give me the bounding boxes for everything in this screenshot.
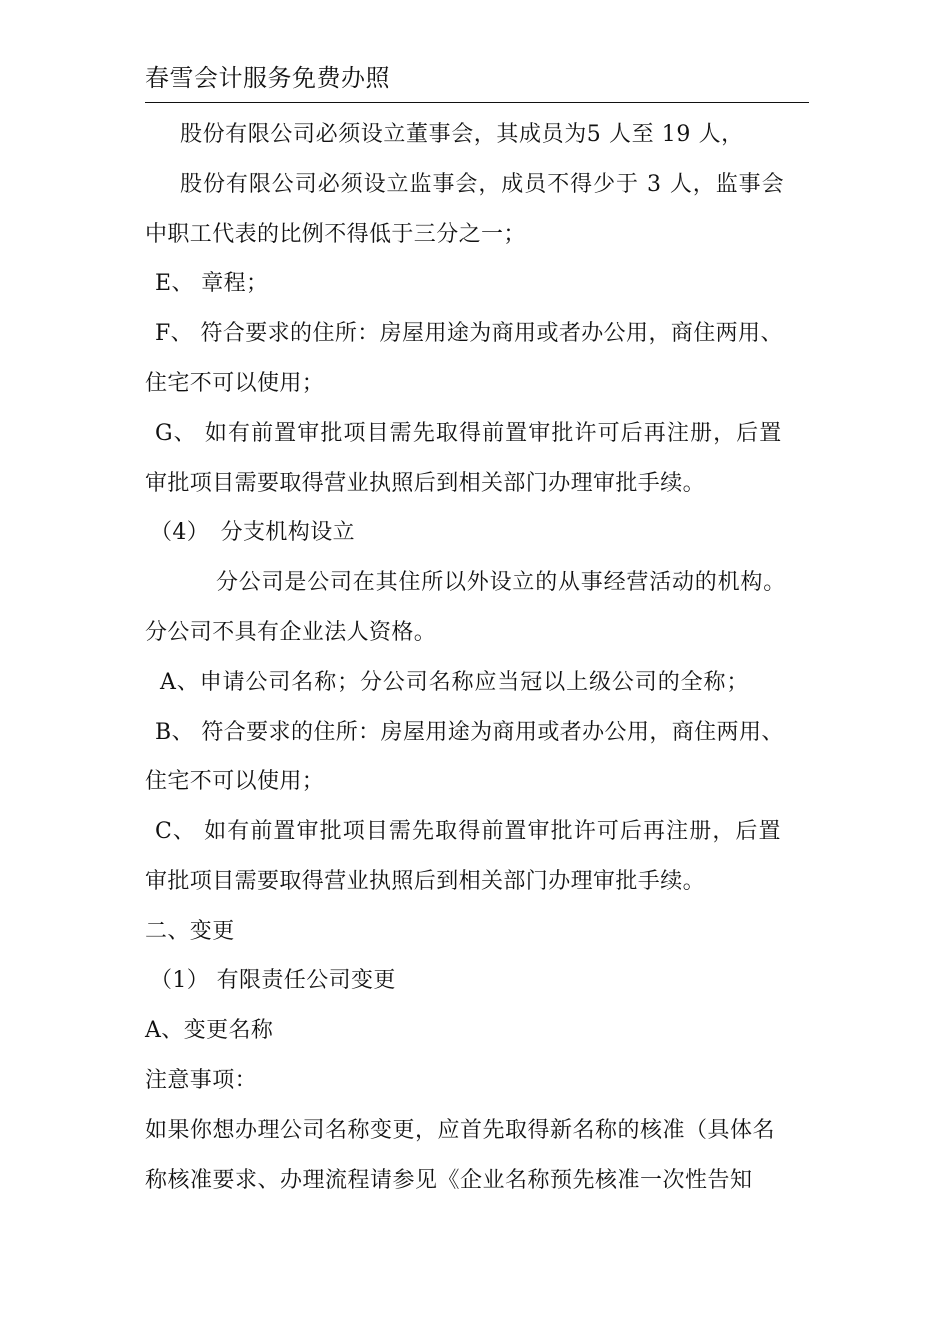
page-header-title: 春雪会计服务免费办照 bbox=[145, 64, 390, 92]
text-line: B、 符合要求的住所：房屋用途为商用或者办公用，商住两用、 bbox=[155, 720, 784, 745]
text-line: 称核准要求、办理流程请参见《企业名称预先核准一次性告知 bbox=[145, 1168, 753, 1193]
text-line: 股份有限公司必须设立监事会，成员不得少于 3 人，监事会 bbox=[180, 172, 785, 197]
text-line: 审批项目需要取得营业执照后到相关部门办理审批手续。 bbox=[145, 471, 706, 496]
text-line: A、变更名称 bbox=[145, 1018, 274, 1043]
text-line: 股份有限公司必须设立董事会，其成员为5 人至 19 人， bbox=[180, 122, 744, 147]
text-line: 二、变更 bbox=[145, 919, 235, 944]
text-line: F、 符合要求的住所：房屋用途为商用或者办公用，商住两用、 bbox=[155, 321, 783, 346]
text-line: 分公司是公司在其住所以外设立的从事经营活动的机构。 bbox=[216, 570, 787, 595]
text-line: 如果你想办理公司名称变更，应首先取得新名称的核准（具体名 bbox=[145, 1118, 776, 1143]
page-header bbox=[145, 60, 809, 103]
text-line: 注意事项： bbox=[145, 1068, 258, 1093]
text-line: 住宅不可以使用； bbox=[145, 769, 325, 794]
text-line: （1） 有限责任公司变更 bbox=[150, 968, 396, 993]
text-line: C、 如有前置审批项目需先取得前置审批许可后再注册，后置 bbox=[155, 819, 782, 844]
text-line: 分公司不具有企业法人资格。 bbox=[145, 620, 437, 645]
text-line: G、 如有前置审批项目需先取得前置审批许可后再注册，后置 bbox=[155, 421, 783, 446]
text-line: 中职工代表的比例不得低于三分之一； bbox=[145, 222, 526, 247]
text-line: E、 章程； bbox=[155, 271, 269, 296]
text-line: （4） 分支机构设立 bbox=[150, 520, 355, 545]
text-line: A、申请公司名称；分公司名称应当冠以上级公司的全称； bbox=[160, 670, 750, 695]
text-line: 审批项目需要取得营业执照后到相关部门办理审批手续。 bbox=[145, 869, 706, 894]
text-line: 住宅不可以使用； bbox=[145, 371, 325, 396]
